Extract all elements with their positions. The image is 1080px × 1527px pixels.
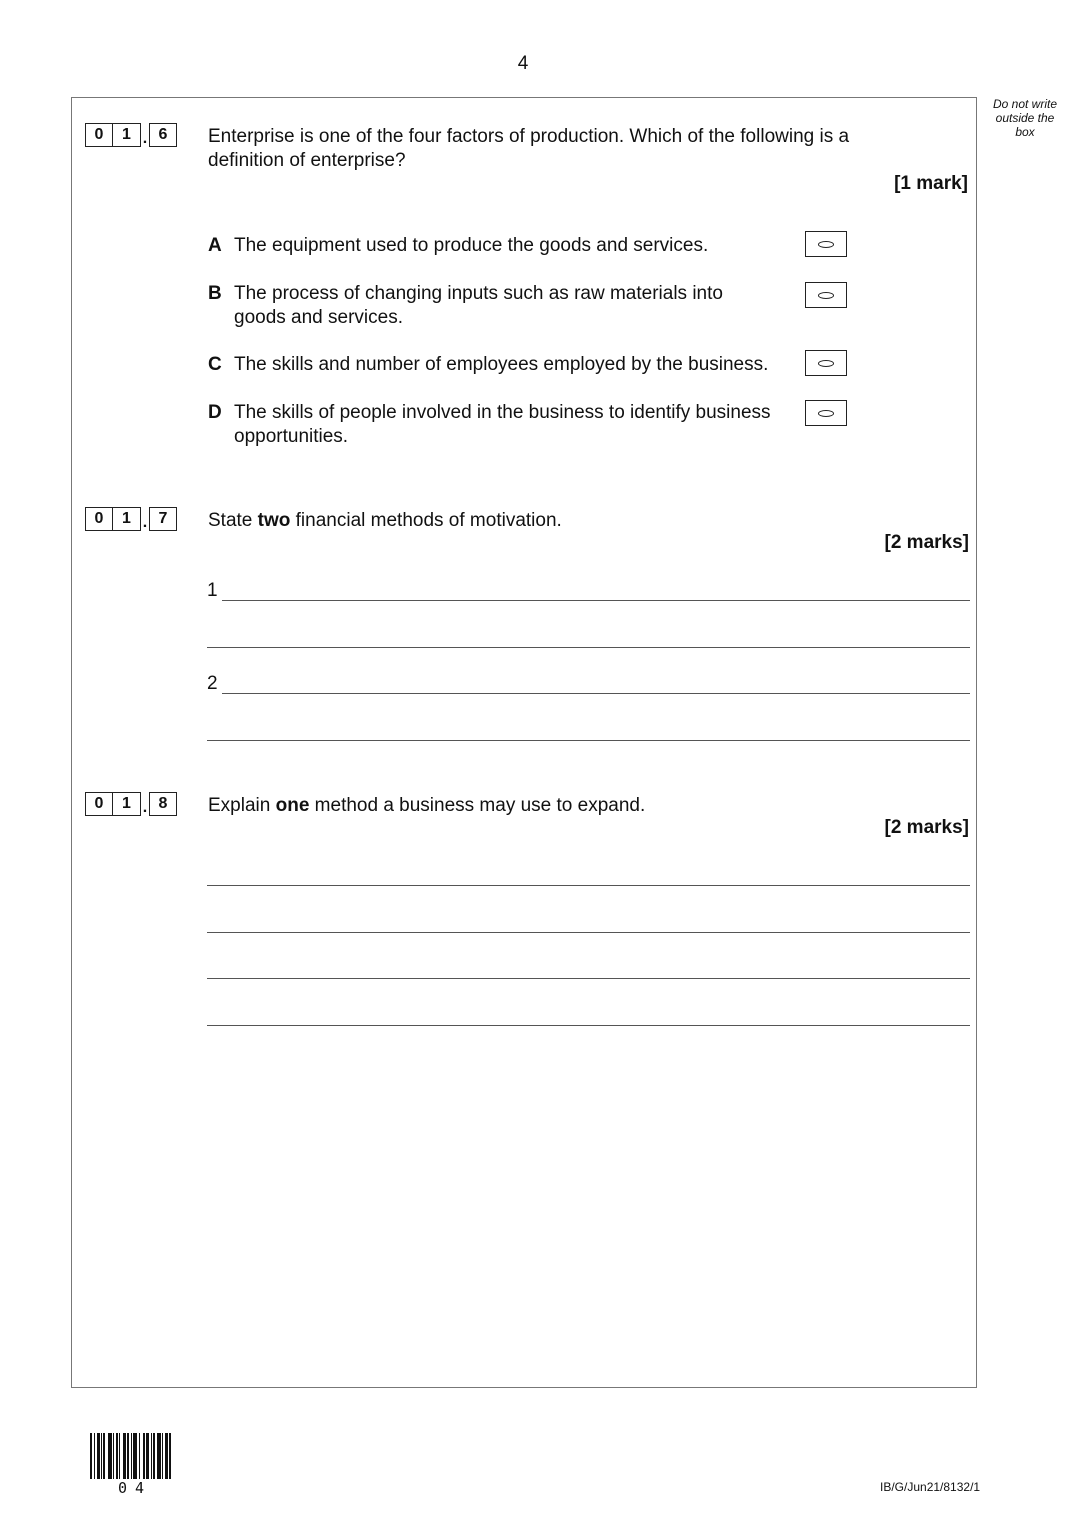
question-digit: 0 [85, 507, 113, 531]
option-a-answer-box[interactable] [805, 231, 847, 257]
barcode-bar [108, 1433, 112, 1479]
option-letter: B [208, 283, 222, 304]
question-text-emphasis: one [275, 795, 310, 816]
question-text-part: financial methods of motivation. [290, 510, 562, 531]
answer-line[interactable] [207, 1025, 970, 1026]
barcode-bar [119, 1433, 120, 1479]
question-number-01-7 [85, 507, 177, 531]
option-c-answer-box[interactable] [805, 350, 847, 376]
barcode-bar [153, 1433, 155, 1479]
answer-oval-icon [818, 292, 834, 299]
option-letter: A [208, 235, 222, 256]
answer-line-number: 1 [207, 580, 218, 601]
question-dot: . [142, 799, 148, 816]
question-number-01-8 [85, 792, 177, 816]
question-text-emphasis: two [257, 510, 291, 531]
answer-line[interactable] [207, 932, 970, 933]
barcode-bar [131, 1433, 132, 1479]
barcode-bar [103, 1433, 105, 1479]
barcode-text: 04 [118, 1479, 153, 1497]
barcode-bar [127, 1433, 129, 1479]
option-b [208, 282, 768, 330]
option-text: The skills and number of employees employed by the business. [234, 354, 769, 375]
barcode-bar [90, 1433, 92, 1479]
question-text-01-6: Enterprise is one of the four factors of production. Which of the following is a definition of enterprise? [208, 126, 850, 171]
answer-line-number: 2 [207, 673, 218, 694]
answer-line[interactable] [222, 693, 970, 694]
option-b-answer-box[interactable] [805, 282, 847, 308]
answer-line[interactable] [207, 978, 970, 979]
question-digit: 8 [149, 792, 177, 816]
barcode-bar [151, 1433, 152, 1479]
marks-label-01-8: [2 marks] [884, 817, 969, 838]
barcode-bar [123, 1433, 126, 1479]
option-c [208, 353, 808, 377]
question-text-01-8 [208, 794, 645, 818]
question-text-part: Explain [208, 795, 276, 816]
barcode-bar [94, 1433, 95, 1479]
option-letter: D [208, 402, 222, 423]
answer-line[interactable] [222, 600, 970, 601]
barcode-bar [143, 1433, 145, 1479]
reference-code: IB/G/Jun21/8132/1 [880, 1480, 981, 1494]
barcode-bar [97, 1433, 100, 1479]
question-text-part: State [208, 510, 258, 531]
answer-line[interactable] [207, 885, 970, 886]
question-dot: . [142, 514, 148, 531]
question-digit: 0 [85, 792, 113, 816]
question-text-01-7 [208, 509, 562, 533]
question-digit: 0 [85, 123, 113, 147]
question-dot: . [142, 130, 148, 147]
option-text: The equipment used to produce the goods and services. [234, 235, 709, 256]
barcode-bar [169, 1433, 171, 1479]
question-digit: 1 [113, 507, 141, 531]
question-digit: 1 [113, 123, 141, 147]
option-d [208, 401, 803, 449]
barcode-bar [139, 1433, 140, 1479]
option-text: The process of changing inputs such as raw materials into goods and services. [234, 283, 723, 328]
question-text-part: method a business may use to expand. [309, 795, 646, 816]
option-a [208, 234, 788, 258]
page-number: 4 [517, 53, 529, 74]
option-letter: C [208, 354, 222, 375]
option-d-answer-box[interactable] [805, 400, 847, 426]
barcode-bar [113, 1433, 114, 1479]
barcode-bar [101, 1433, 102, 1479]
answer-oval-icon [818, 410, 834, 417]
answer-line[interactable] [207, 647, 970, 648]
barcode-bar [116, 1433, 118, 1479]
answer-oval-icon [818, 241, 834, 248]
barcode-bar [146, 1433, 149, 1479]
question-digit: 7 [149, 507, 177, 531]
marks-label-01-7: [2 marks] [884, 532, 969, 553]
answer-line[interactable] [207, 740, 970, 741]
answer-oval-icon [818, 360, 834, 367]
barcode-bar [162, 1433, 163, 1479]
marks-label-01-6: [1 mark] [894, 173, 968, 194]
margin-note: Do not write outside the box [992, 97, 1058, 139]
question-digit: 1 [113, 792, 141, 816]
barcode-bar [165, 1433, 168, 1479]
option-text: The skills of people involved in the business to identify business opportunities. [234, 402, 771, 447]
barcode [90, 1433, 190, 1479]
question-number-01-6 [85, 123, 177, 147]
question-digit: 6 [149, 123, 177, 147]
barcode-bar [157, 1433, 161, 1479]
barcode-bar [133, 1433, 137, 1479]
